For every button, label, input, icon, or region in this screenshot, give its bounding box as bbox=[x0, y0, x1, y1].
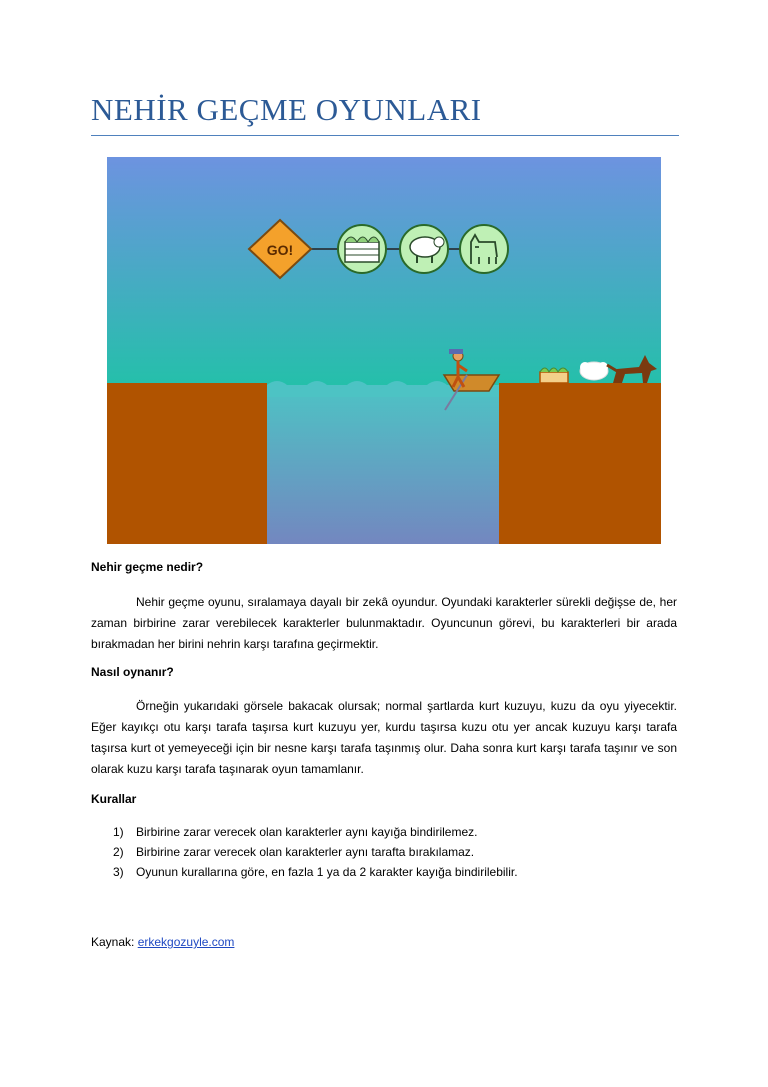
sheep-on-bank-icon bbox=[580, 362, 608, 380]
source-line bbox=[91, 935, 234, 949]
left-bank bbox=[107, 383, 267, 544]
list-item: 1) Birbirine zarar verecek olan karakterler aynı kayığa bindirilemez. bbox=[113, 825, 478, 839]
right-bank bbox=[499, 383, 661, 544]
sheep-icon bbox=[400, 225, 448, 273]
svg-text:GO!: GO! bbox=[266, 242, 294, 258]
river-crossing-game-image bbox=[107, 157, 661, 544]
source-link[interactable]: erkekgozuyle.com bbox=[137, 935, 235, 949]
river-water bbox=[267, 385, 499, 544]
wolf-icon bbox=[460, 225, 508, 273]
paragraph-what-is: Nehir geçme oyunu, sıralamaya dayalı bir zekâ oyundur. Oyundaki karakterler sürekli değişse de, her zaman birbirine zarar verebilecek karakterler bulunmaktadır. Oyuncunun görevi, bu karakterleri bir arada bırakmadan her birini nehrin karşı tarafına geçirmektir. bbox=[91, 595, 677, 651]
grass-crate-on-bank-icon bbox=[540, 368, 568, 383]
title-underline bbox=[91, 135, 679, 136]
section-heading: Kurallar bbox=[91, 792, 137, 806]
grass-crate-icon bbox=[338, 225, 386, 273]
list-item: 2) Birbirine zarar verecek olan karakterler aynı tarafta bırakılamaz. bbox=[113, 845, 475, 859]
page-title: NEHİR GEÇME OYUNLARI bbox=[91, 92, 482, 127]
paragraph-how-to-play: Örneğin yukarıdaki görsele bakacak olursak; normal şartlarda kurt kuzuyu, kuzu da oyu yiyecektir. Eğer kayıkçı otu karşı tarafa taşırsa kurt kuzuyu yer, kurdu taşırsa kuzu otu yer ancak kuzuyu karşı tarafa taşırsa kurt ot yemeyeceği için bir nesne karşı tarafa taşınmış olur. Daha sonra kurt karşı tarafa taşınır ve son olarak kuzu karşı tarafa taşınarak oyun tamamlanır. bbox=[91, 699, 677, 776]
section-heading: Nasıl oynanır? bbox=[91, 665, 174, 679]
source-label: Kaynak: bbox=[91, 935, 138, 949]
rules-list bbox=[91, 822, 677, 882]
list-item: 3) Oyunun kurallarına göre, en fazla 1 ya da 2 karakter kayığa bindirilebilir. bbox=[113, 865, 518, 879]
section-heading: Nehir geçme nedir? bbox=[91, 560, 204, 574]
